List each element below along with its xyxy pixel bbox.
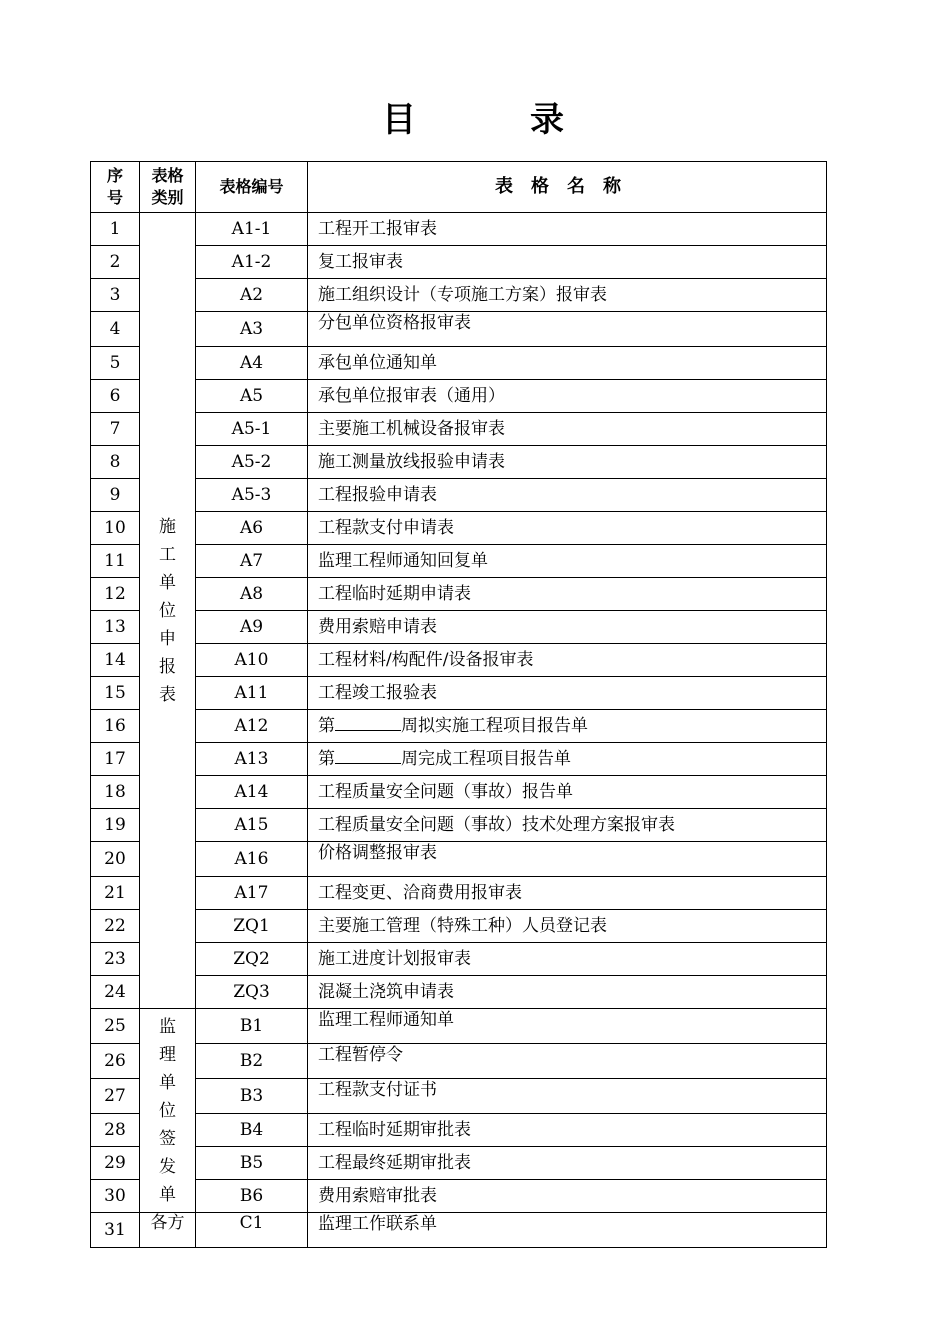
category-char: 施 xyxy=(159,516,176,537)
form-name: 主要施工机械设备报审表 xyxy=(308,413,827,446)
category-char: 表 xyxy=(159,684,176,705)
category-char: 单 xyxy=(159,1072,176,1093)
row-number: 26 xyxy=(91,1044,140,1079)
row-number: 31 xyxy=(91,1213,140,1248)
row-number: 3 xyxy=(91,279,140,312)
row-number: 28 xyxy=(91,1114,140,1147)
form-code: A1-1 xyxy=(196,213,308,246)
table-row xyxy=(91,809,827,842)
header-seq-line1: 序 xyxy=(106,166,123,185)
form-name: 工程质量安全问题（事故）技术处理方案报审表 xyxy=(308,809,827,842)
row-number: 2 xyxy=(91,246,140,279)
form-code: B5 xyxy=(196,1147,308,1180)
form-name: 施工测量放线报验申请表 xyxy=(308,446,827,479)
row-number: 24 xyxy=(91,976,140,1009)
category-char: 申 xyxy=(159,628,176,649)
form-code: A12 xyxy=(196,710,308,743)
row-number: 25 xyxy=(91,1009,140,1044)
form-name: 工程款支付申请表 xyxy=(308,512,827,545)
category-char: 单 xyxy=(159,1184,176,1205)
row-number: 6 xyxy=(91,380,140,413)
form-name-suffix: 周完成工程项目报告单 xyxy=(401,749,571,769)
form-name: 分包单位资格报审表 xyxy=(308,312,827,347)
table-row xyxy=(91,1213,827,1248)
form-name: 复工报审表 xyxy=(308,246,827,279)
row-number: 18 xyxy=(91,776,140,809)
row-number: 20 xyxy=(91,842,140,877)
table-row xyxy=(91,776,827,809)
form-name: 费用索赔申请表 xyxy=(308,611,827,644)
table-row xyxy=(91,479,827,512)
header-category-line1: 表格 xyxy=(151,166,184,185)
table-row xyxy=(91,743,827,776)
header-category xyxy=(140,162,196,213)
form-code: A5-2 xyxy=(196,446,308,479)
form-code: A5 xyxy=(196,380,308,413)
header-category-line2: 类别 xyxy=(151,188,184,207)
table-row xyxy=(91,347,827,380)
form-code: A14 xyxy=(196,776,308,809)
form-name: 施工进度计划报审表 xyxy=(308,943,827,976)
form-code: B1 xyxy=(196,1009,308,1044)
form-name: 工程变更、洽商费用报审表 xyxy=(308,877,827,910)
header-code: 表格编号 xyxy=(196,162,308,213)
row-number: 10 xyxy=(91,512,140,545)
form-name: 工程款支付证书 xyxy=(308,1079,827,1114)
row-number: 23 xyxy=(91,943,140,976)
form-name: 监理工程师通知回复单 xyxy=(308,545,827,578)
row-number: 19 xyxy=(91,809,140,842)
form-name xyxy=(308,743,827,776)
table-row xyxy=(91,710,827,743)
table-row xyxy=(91,1147,827,1180)
table-row xyxy=(91,1079,827,1114)
row-number: 11 xyxy=(91,545,140,578)
category-char: 发 xyxy=(159,1156,176,1177)
form-name: 工程质量安全问题（事故）报告单 xyxy=(308,776,827,809)
table-row xyxy=(91,910,827,943)
table-row xyxy=(91,677,827,710)
form-name: 费用索赔审批表 xyxy=(308,1180,827,1213)
form-name: 混凝土浇筑申请表 xyxy=(308,976,827,1009)
row-number: 13 xyxy=(91,611,140,644)
form-name-suffix: 周拟实施工程项目报告单 xyxy=(401,716,588,736)
row-number: 14 xyxy=(91,644,140,677)
form-name: 价格调整报审表 xyxy=(308,842,827,877)
table-row xyxy=(91,1044,827,1079)
form-code: C1 xyxy=(196,1213,308,1248)
form-code: B4 xyxy=(196,1114,308,1147)
table-row xyxy=(91,842,827,877)
form-name xyxy=(308,710,827,743)
row-number: 17 xyxy=(91,743,140,776)
table-row xyxy=(91,877,827,910)
category-char: 单 xyxy=(159,572,176,593)
title-char-left: 目 xyxy=(382,100,420,140)
category-char: 签 xyxy=(159,1128,176,1149)
form-name-prefix: 第 xyxy=(318,716,335,736)
category-char: 位 xyxy=(159,600,176,621)
category-supervision xyxy=(140,1009,196,1213)
form-code: A4 xyxy=(196,347,308,380)
form-code: ZQ1 xyxy=(196,910,308,943)
table-row xyxy=(91,213,827,246)
form-code: A7 xyxy=(196,545,308,578)
table-row xyxy=(91,1009,827,1044)
category-char: 监 xyxy=(159,1016,176,1037)
row-number: 9 xyxy=(91,479,140,512)
form-code: A2 xyxy=(196,279,308,312)
row-number: 8 xyxy=(91,446,140,479)
week-blank-line xyxy=(335,716,401,731)
table-row xyxy=(91,976,827,1009)
row-number: 22 xyxy=(91,910,140,943)
form-code: A9 xyxy=(196,611,308,644)
form-code: A13 xyxy=(196,743,308,776)
form-code: B2 xyxy=(196,1044,308,1079)
table-row xyxy=(91,413,827,446)
table-row xyxy=(91,644,827,677)
form-code: ZQ2 xyxy=(196,943,308,976)
form-name: 监理工程师通知单 xyxy=(308,1009,827,1044)
form-name: 主要施工管理（特殊工种）人员登记表 xyxy=(308,910,827,943)
form-code: A5-3 xyxy=(196,479,308,512)
index-table xyxy=(90,161,827,1248)
form-code: A6 xyxy=(196,512,308,545)
row-number: 12 xyxy=(91,578,140,611)
table-row xyxy=(91,279,827,312)
form-name-prefix: 第 xyxy=(318,749,335,769)
row-number: 7 xyxy=(91,413,140,446)
row-number: 16 xyxy=(91,710,140,743)
index-table-body xyxy=(91,162,827,1248)
table-row xyxy=(91,943,827,976)
form-name: 工程临时延期审批表 xyxy=(308,1114,827,1147)
category-all: 各方 xyxy=(140,1213,196,1248)
form-code: A11 xyxy=(196,677,308,710)
form-name: 施工组织设计（专项施工方案）报审表 xyxy=(308,279,827,312)
table-row xyxy=(91,545,827,578)
form-name: 监理工作联系单 xyxy=(308,1213,827,1248)
table-header-row xyxy=(91,162,827,213)
category-char: 工 xyxy=(159,544,176,565)
row-number: 27 xyxy=(91,1079,140,1114)
form-name: 承包单位通知单 xyxy=(308,347,827,380)
table-row xyxy=(91,246,827,279)
row-number: 1 xyxy=(91,213,140,246)
form-name: 工程临时延期申请表 xyxy=(308,578,827,611)
table-row xyxy=(91,312,827,347)
form-code: A10 xyxy=(196,644,308,677)
row-number: 5 xyxy=(91,347,140,380)
table-row xyxy=(91,446,827,479)
category-construction xyxy=(140,213,196,1009)
form-code: A15 xyxy=(196,809,308,842)
form-code: A8 xyxy=(196,578,308,611)
row-number: 15 xyxy=(91,677,140,710)
form-name: 工程报验申请表 xyxy=(308,479,827,512)
form-code: A1-2 xyxy=(196,246,308,279)
table-row xyxy=(91,611,827,644)
form-name: 工程竣工报验表 xyxy=(308,677,827,710)
table-row xyxy=(91,578,827,611)
form-name: 承包单位报审表（通用） xyxy=(308,380,827,413)
week-blank-line xyxy=(335,749,401,764)
form-code: ZQ3 xyxy=(196,976,308,1009)
table-row xyxy=(91,1114,827,1147)
form-code: A17 xyxy=(196,877,308,910)
table-row xyxy=(91,1180,827,1213)
row-number: 30 xyxy=(91,1180,140,1213)
form-code: B3 xyxy=(196,1079,308,1114)
row-number: 29 xyxy=(91,1147,140,1180)
page-title xyxy=(0,92,950,141)
form-name: 工程开工报审表 xyxy=(308,213,827,246)
form-code: A16 xyxy=(196,842,308,877)
header-seq-line2: 号 xyxy=(106,188,123,207)
category-char: 报 xyxy=(159,656,176,677)
title-char-right: 录 xyxy=(530,100,568,140)
category-char: 位 xyxy=(159,1100,176,1121)
form-code: A5-1 xyxy=(196,413,308,446)
row-number: 21 xyxy=(91,877,140,910)
form-code: A3 xyxy=(196,312,308,347)
form-name: 工程材料/构配件/设备报审表 xyxy=(308,644,827,677)
form-name: 工程暂停令 xyxy=(308,1044,827,1079)
category-char: 理 xyxy=(159,1044,176,1065)
table-row xyxy=(91,380,827,413)
header-name: 表格名称 xyxy=(308,162,827,213)
table-row xyxy=(91,512,827,545)
form-code: B6 xyxy=(196,1180,308,1213)
header-seq xyxy=(91,162,140,213)
row-number: 4 xyxy=(91,312,140,347)
form-name: 工程最终延期审批表 xyxy=(308,1147,827,1180)
